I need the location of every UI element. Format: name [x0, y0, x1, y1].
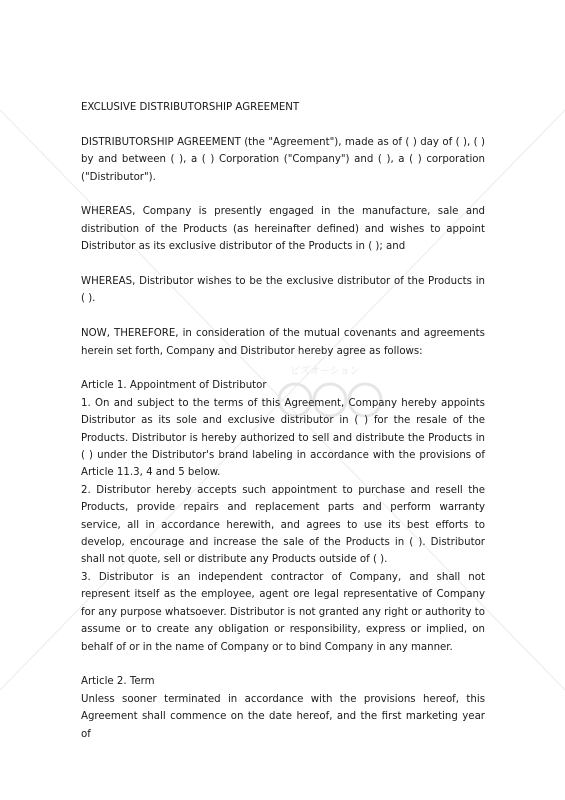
article-1-heading: Article 1. Appointment of Distributor [81, 380, 267, 392]
intro-paragraph: DISTRIBUTORSHIP AGREEMENT (the "Agreement"), made as of ( ) day of ( ), ( ) by and between ( ), a ( ) Corporation ("Company") and ( ), a ( ) corporation ("Distributor"). [81, 136, 485, 183]
article-1-clause-1: 1. On and subject to the terms of this Agreement, Company hereby appoints Distributor as its sole and exclusive distributor in ( ) for the resale of the Products. Distributor is hereby authorized to sell and distribute the Products in ( ) under the Distributor's brand labeling in accordance with the provisions of Article 11.3, 4 and 5 below. [81, 397, 485, 479]
watermark-text: ビズオーション [290, 366, 360, 377]
agreement-document [81, 99, 485, 743]
article-2-heading: Article 2. Term [81, 676, 155, 688]
article-1-clause-2: 2. Distributor hereby accepts such appointment to purchase and resell the Products, provide repairs and replacement parts and perform warranty service, all in accordance herewith, and agrees to use its best efforts to develop, encourage and increase the sale of the Products in ( ). Distributor shall not quote, sell or distribute any Products outside of ( ). [81, 484, 485, 566]
whereas-paragraph-1: WHEREAS, Company is presently engaged in the manufacture, sale and distribution of the Products (as hereinafter defined) and wishes to appoint Distributor as its exclusive distributor of the Products in ( ); and [81, 206, 485, 253]
now-therefore-paragraph: NOW, THEREFORE, in consideration of the mutual covenants and agreements herein set forth, Company and Distributor hereby agree as follows: [81, 328, 485, 357]
document-title: EXCLUSIVE DISTRIBUTORSHIP AGREEMENT [81, 102, 300, 113]
whereas-paragraph-2: WHEREAS, Distributor wishes to be the exclusive distributor of the Products in ( ). [81, 276, 485, 305]
article-2-body: Unless sooner terminated in accordance with the provisions hereof, this Agreement shall commence on the date hereof, and the first marketing year of [81, 693, 485, 740]
article-1-clause-3: 3. Distributor is an independent contractor of Company, and shall not represent itself as the employee, agent ore legal representative of Company for any purpose whatsoever. Distributor is not granted any right or authority to assume or to create any obligation or responsibility, express or implied, on behalf of or in the name of Company or to bind Company in any manner. [81, 571, 485, 653]
